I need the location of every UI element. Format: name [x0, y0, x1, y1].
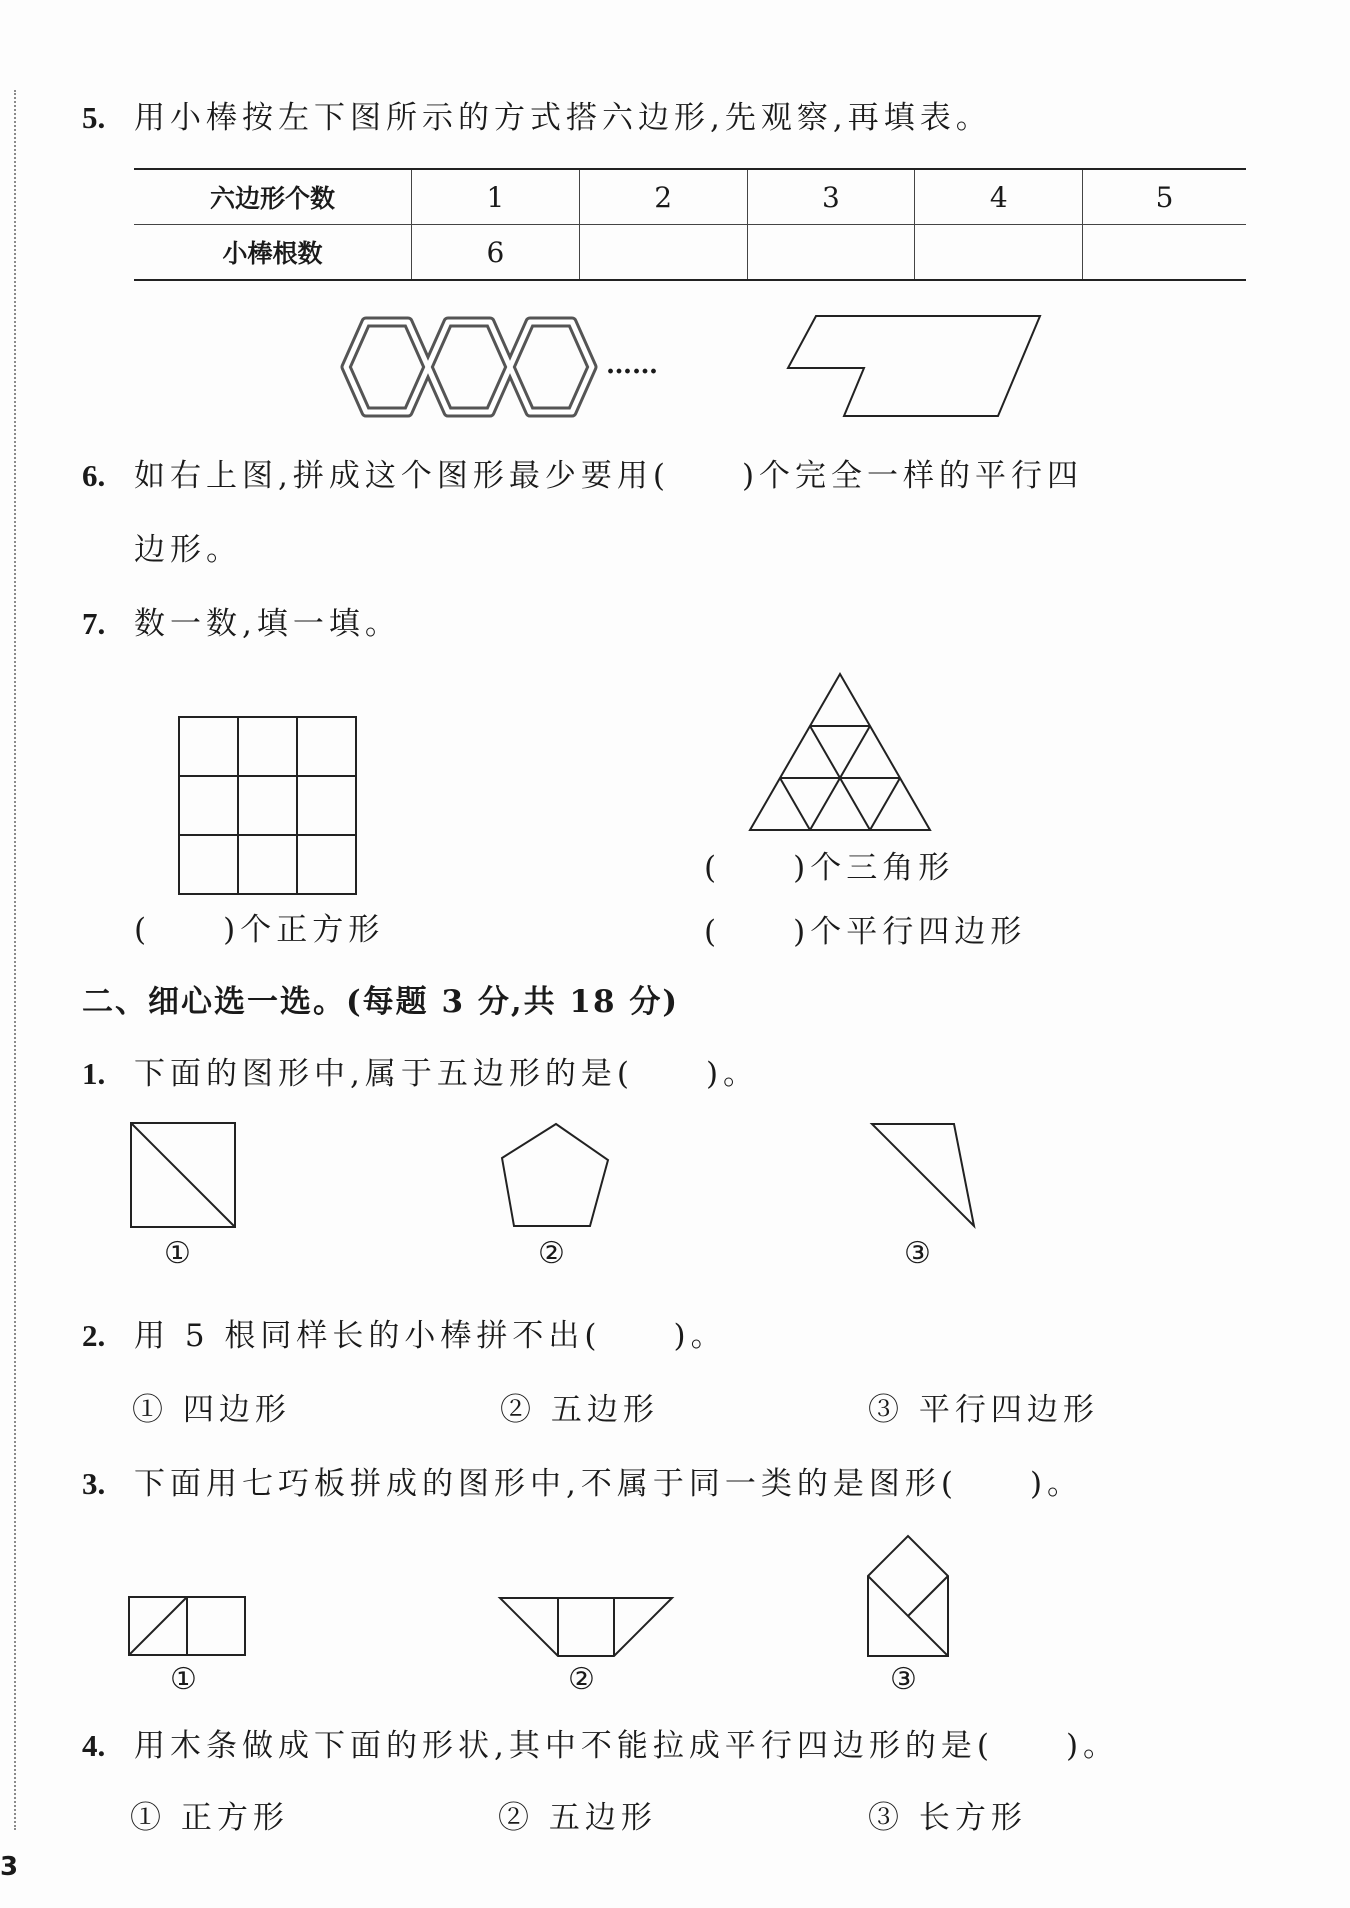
triangle-grid-figure	[748, 672, 932, 832]
s2q4-option-2[interactable]: ② 五边形	[498, 1800, 657, 1836]
q5-line	[82, 92, 992, 137]
s2q4-text: 用木条做成下面的形状,其中不能拉成平行四边形的是( )。	[134, 1728, 1120, 1764]
table-cell: 2	[579, 169, 747, 225]
s2q4-option-1[interactable]: ① 正方形	[130, 1800, 289, 1836]
q7-line	[82, 598, 401, 643]
s2q4-number: 4.	[82, 1728, 106, 1763]
s2q2-number: 2.	[82, 1318, 106, 1353]
table-row	[134, 225, 1246, 281]
s2q4-line	[82, 1720, 1119, 1765]
table-answer-cell[interactable]	[579, 225, 747, 281]
table-answer-cell[interactable]	[915, 225, 1083, 281]
s2q3-label-3: ③	[890, 1662, 917, 1697]
s2q1-label-3: ③	[904, 1236, 931, 1271]
q7-triangle-answer[interactable]: ( )个三角形	[704, 850, 955, 886]
composite-parallelogram-figure	[786, 314, 1046, 424]
s2q3-number: 3.	[82, 1466, 106, 1501]
hexagon-ellipsis: ……	[606, 350, 658, 380]
binding-margin-line	[14, 90, 16, 1830]
table-answer-cell[interactable]	[747, 225, 915, 281]
q6-line2: 边形。	[134, 532, 242, 568]
s2q3-line	[82, 1458, 1083, 1503]
s2q2-text: 用 5 根同样长的小棒拼不出( )。	[134, 1318, 727, 1354]
tangram-rectangle-figure	[128, 1596, 248, 1658]
q5-number: 5.	[82, 100, 106, 135]
s2q3-label-2: ②	[568, 1662, 595, 1697]
table-answer-cell[interactable]: 6	[412, 225, 580, 281]
s2q3-text: 下面用七巧板拼成的图形中,不属于同一类的是图形( )。	[134, 1466, 1084, 1502]
tangram-house-figure	[866, 1534, 952, 1658]
s2q1-text: 下面的图形中,属于五边形的是( )。	[134, 1056, 760, 1092]
q7-parallelogram-answer[interactable]: ( )个平行四边形	[704, 914, 1027, 950]
table-cell: 1	[412, 169, 580, 225]
pentagon-figure	[500, 1122, 610, 1232]
square-grid-figure	[178, 716, 358, 896]
s2q3-label-1: ①	[170, 1662, 197, 1697]
table-cell: 3	[747, 169, 915, 225]
s2q1-number: 1.	[82, 1056, 106, 1091]
triangle-figure	[870, 1122, 980, 1232]
table-cell: 5	[1083, 169, 1246, 225]
table-row-label: 小棒根数	[134, 225, 412, 281]
hexagon-table	[134, 168, 1246, 281]
q6-text: 如右上图,拼成这个图形最少要用( )个完全一样的平行四	[134, 458, 1084, 494]
q5-text: 用小棒按左下图所示的方式搭六边形,先观察,再填表。	[134, 100, 992, 136]
s2q2-option-1[interactable]: ① 四边形	[132, 1392, 291, 1428]
q7-square-answer[interactable]: ( )个正方形	[134, 912, 385, 948]
table-answer-cell[interactable]	[1083, 225, 1246, 281]
table-header-label: 六边形个数	[134, 169, 412, 225]
q7-number: 7.	[82, 606, 106, 641]
s2q2-option-2[interactable]: ② 五边形	[500, 1392, 659, 1428]
tangram-trapezoid-figure	[498, 1596, 674, 1658]
hexagon-sticks-figure	[336, 312, 616, 422]
q7-text: 数一数,填一填。	[134, 606, 401, 642]
square-with-diagonal-figure	[130, 1122, 240, 1232]
table-cell: 4	[915, 169, 1083, 225]
s2q1-label-2: ②	[538, 1236, 565, 1271]
page-number: 3	[0, 1852, 19, 1882]
s2q1-line	[82, 1048, 759, 1093]
s2q2-line	[82, 1310, 727, 1355]
section-2-title: 二、细心选一选。(每题 3 分,共 18 分)	[82, 984, 680, 1020]
s2q2-option-3[interactable]: ③ 平行四边形	[868, 1392, 1099, 1428]
table-row	[134, 169, 1246, 225]
s2q4-option-3[interactable]: ③ 长方形	[868, 1800, 1027, 1836]
s2q1-label-1: ①	[164, 1236, 191, 1271]
q6-line1	[82, 450, 1083, 495]
q6-number: 6.	[82, 458, 106, 493]
